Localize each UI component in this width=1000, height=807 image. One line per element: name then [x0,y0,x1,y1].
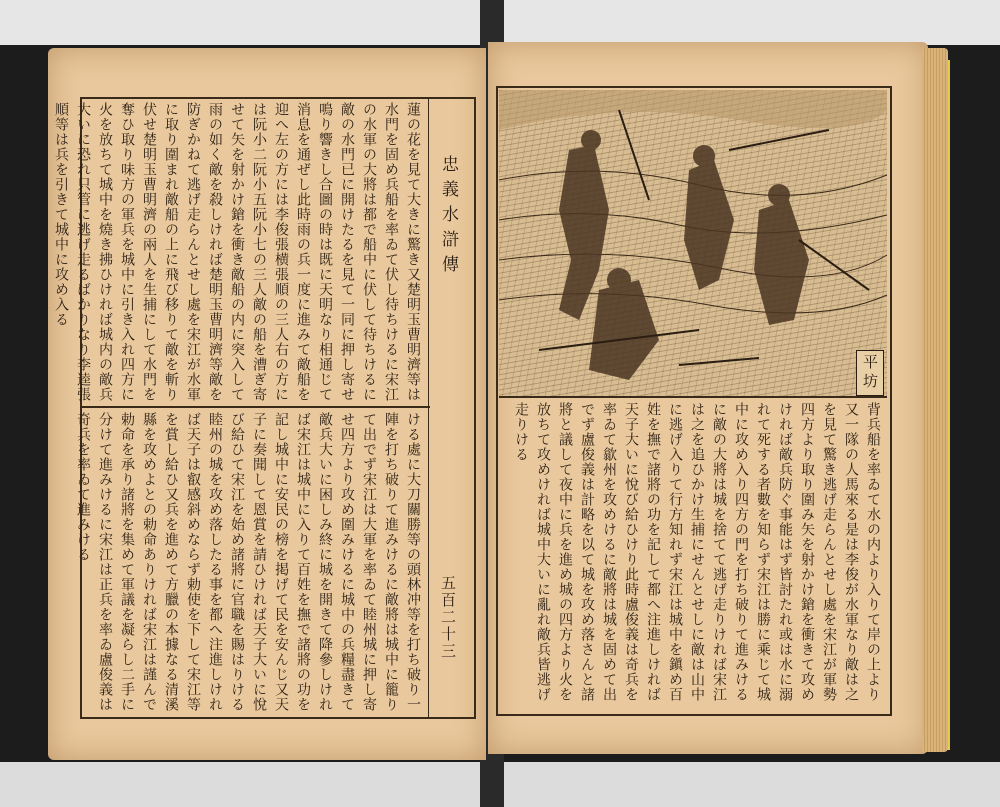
left-lower-text-block: ける處に大刀關勝等の頭林冲等を打ち破り一陣を打ち破りて進みけるに敵將は城中に籠りて出でず宋江は大軍を率ゐて睦州城に押し寄せ四方より攻め圍みけるに城中の兵糧盡きて敵兵大いに困しみ終に城を開きて降參しければ宋江は城中に入りて百姓を撫で諸將の功を記し城中に安民の榜を掲げて民を安んじ又天子に奏聞して恩賞を請ひければ天子大いに悅び給ひて宋江を始め諸將に官職を賜はりける睦州の城を攻め落したる事を都へ注進しければ天子は叡感斜めならず勅使を下して宋江等を賞し給ひ又兵を進めて方臘の本據なる清溪縣を攻めよとの勅命ありければ宋江は謹んで勅命を承り諸將を集めて軍議を凝らし二手に分けて進みけるに宋江は正兵を率ゐ盧俊義は奇兵を率ゐて進みける [75,412,421,712]
battle-scene-drawing [499,90,887,396]
illustration-caption: 平坊 [856,350,884,396]
left-upper-text-block: 蓮の花を見て大きに驚き又楚明玉曹明濟等は水門を固め兵船を率ゐて伏し待ちけるに宋江の水軍の大將は都で船中に伏して待ちけるに敵の水門已に開けたるを見て一同に押し寄せ鳴り響きし合圖の時は既に天明なり相通じて消息を通ぜし此時雨の兵一度に進みて敵船を迎へ左の方には李俊張横張順の三人右の方には阮小二阮小五阮小七の三人敵の船を漕ぎ寄せて矢を射かけ鎗を衝き敵船の内に突入して雨の如く敵を殺しければ楚明玉曹明濟等敵を防ぎかねて逃げ走らんとせし處を宋江が水軍に取り圍まれ敵船の上に飛び移りて敵を斬り伏せ楚明玉曹明濟の兩人を生捕にして水門を奪ひ取り味方の軍兵を城中に引き入れ四方に火を放ちて城中を燒き拂ひければ城内の敵兵大いに恐れ只管に逃げ走るばかりなり李逵張順等は兵を引きて城中に攻め入る [53,102,421,402]
running-title: 忠義水滸傳 [438,155,458,280]
page-edges [922,48,948,752]
woodblock-illustration [499,90,887,398]
right-text-block: 背兵船を率ゐて水の内より入りて岸の上より又一隊の人馬來る是は李俊が水軍なり敵は之を見て驚き逃げ走らんとせし處を宋江が軍勢四方より取り圍み矢を射かけ鎗を衝きて攻めければ敵兵防ぐ事能はず皆討たれ或は水に溺れて死する者數を知らず宋江は勝に乘じて城中に攻め入り四方の門を打ち破りて進みけるに敵の大將は城を捨てて逃げ走りければ宋江は之を追ひかけ生捕にせんとせしに敵は山中に逃げ入りて行方知れず宋江は城中を鎭め百姓を撫で諸將の功を記して都へ注進しければ天子大いに悅び給ひけり此時盧俊義は奇兵を率ゐて歙州を攻めけるに敵將は城を固めて出でず盧俊義は計略を以て城を攻め落さんと諸將と議して夜中に兵を進め城の四方より火を放ちて攻めければ城中大いに亂れ敵兵皆逃げ走りける [513,402,881,702]
left-section-rule [82,406,430,408]
page-number: 五百二十三 [439,575,457,660]
